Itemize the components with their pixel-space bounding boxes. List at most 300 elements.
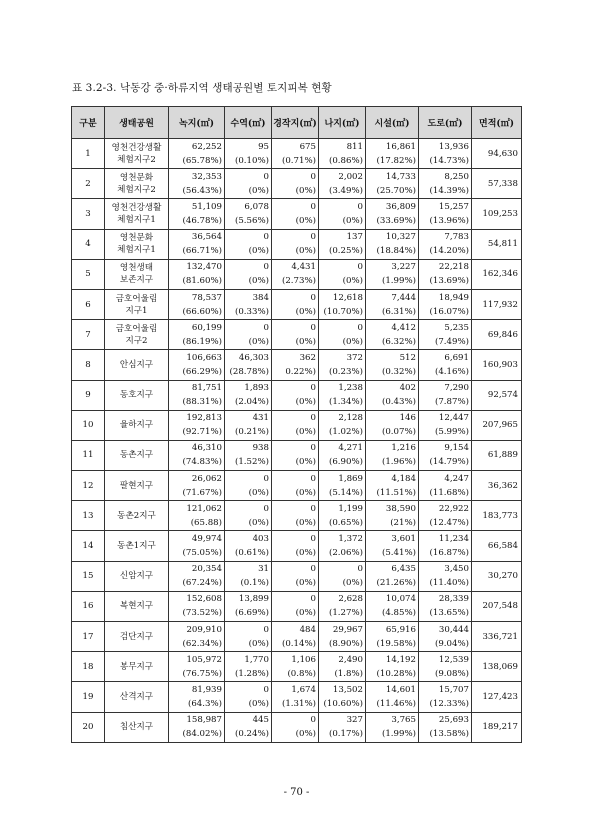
value-cell [366,289,419,319]
value-amount: 512 [399,352,416,363]
value-percent: (0%) [295,306,316,317]
value-cell [319,410,366,440]
value-percent: (6.31%) [381,306,416,317]
value-percent: (0%) [248,246,269,257]
value-amount: 384 [252,292,269,303]
park-name-cell [105,652,169,682]
park-name-line: 율하지구 [119,420,154,431]
value-percent: (66.71%) [182,246,222,257]
value-cell [272,289,319,319]
value-amount: 31 [258,564,269,575]
row-number: 3 [72,199,105,229]
row-number: 5 [72,259,105,289]
value-amount: 431 [252,413,269,424]
value-amount: 1,199 [338,503,363,514]
value-percent: (0.32%) [381,366,416,377]
value-percent: (0.65%) [328,517,363,528]
row-number: 2 [72,169,105,199]
park-name-cell [105,682,169,712]
value-percent: (66.60%) [182,306,222,317]
value-amount: 15,707 [438,684,469,695]
value-cell [169,410,225,440]
value-cell [169,139,225,169]
value-percent: (7.87%) [434,397,469,408]
value-amount: 6,691 [444,352,469,363]
value-cell [319,531,366,561]
park-name-cell [105,440,169,470]
value-percent: (13.65%) [429,608,469,619]
table-body [72,139,522,743]
table-row [72,622,522,652]
value-percent: (21%) [390,517,416,528]
park-name-cell [105,320,169,350]
park-name-cell [105,712,169,742]
land-cover-table [71,106,522,743]
value-cell [419,350,472,380]
value-amount: 675 [299,141,316,152]
value-percent: (9.08%) [434,668,469,679]
value-cell [169,501,225,531]
value-cell [272,471,319,501]
value-percent: (0.21%) [234,427,269,438]
row-number: 4 [72,229,105,259]
table-row [72,169,522,199]
value-cell [225,712,272,742]
value-amount: 0 [263,624,269,635]
value-percent: (0%) [248,638,269,649]
value-percent: (0.61%) [234,548,269,559]
park-name-line: 신암지구 [119,571,154,582]
value-percent: (9.04%) [434,638,469,649]
park-name-cell [105,531,169,561]
park-name-line: 체험지구1 [117,245,156,256]
value-amount: 1,674 [291,684,316,695]
table-header-row [72,107,522,139]
value-amount: 152,608 [186,594,222,605]
row-number: 6 [72,289,105,319]
value-percent: (0%) [342,215,363,226]
value-amount: 0 [310,715,316,726]
value-amount: 1,869 [338,473,363,484]
row-number: 9 [72,380,105,410]
value-cell [225,471,272,501]
value-cell [272,259,319,289]
value-cell [225,350,272,380]
total-area-cell: 109,253 [472,199,522,229]
value-cell [319,591,366,621]
value-cell [272,561,319,591]
park-name-cell [105,380,169,410]
value-amount: 1,770 [244,654,269,665]
park-name-line: 동촌1지구 [117,541,156,552]
park-name-line: 복현지구 [119,601,154,612]
park-name-cell [105,259,169,289]
column-header: 시설(㎡) [366,107,419,139]
value-cell [272,591,319,621]
value-amount: 18,949 [438,292,469,303]
value-percent: (13.96%) [429,215,469,226]
value-amount: 1,893 [244,383,269,394]
value-cell [319,561,366,591]
value-cell [169,380,225,410]
value-cell [319,712,366,742]
column-header: 경작지(㎡) [272,107,319,139]
park-name-line: 영천건강생활 [111,142,162,153]
value-cell [272,350,319,380]
value-percent: (71.67%) [182,487,222,498]
value-amount: 7,783 [444,232,469,243]
value-amount: 0 [310,564,316,575]
value-cell [169,289,225,319]
park-name-line: 팔현지구 [119,480,154,491]
value-amount: 0 [263,503,269,514]
row-number: 10 [72,410,105,440]
value-percent: (0%) [295,517,316,528]
value-cell [225,410,272,440]
value-percent: (1.28%) [234,668,269,679]
value-cell [272,320,319,350]
park-name-cell [105,350,169,380]
value-cell [272,169,319,199]
value-cell [225,229,272,259]
value-cell [225,652,272,682]
value-percent: (11.68%) [429,487,469,498]
value-amount: 0 [357,322,363,333]
table-row [72,229,522,259]
value-amount: 2,490 [338,654,363,665]
value-amount: 445 [252,715,269,726]
value-amount: 22,218 [438,262,469,273]
value-percent: (66.29%) [182,366,222,377]
value-cell [419,652,472,682]
value-amount: 28,339 [438,594,469,605]
value-percent: (0%) [248,487,269,498]
total-area-cell: 162,346 [472,259,522,289]
table-row [72,682,522,712]
value-percent: (0.23%) [328,366,363,377]
value-percent: (0%) [295,185,316,196]
value-cell [169,199,225,229]
value-percent: (2.73%) [281,276,316,287]
total-area-cell: 207,965 [472,410,522,440]
total-area-cell: 117,932 [472,289,522,319]
value-amount: 14,601 [385,684,416,695]
value-cell [419,501,472,531]
value-cell [366,320,419,350]
value-cell [366,652,419,682]
table-row [72,471,522,501]
value-percent: (4.85%) [381,608,416,619]
value-amount: 0 [310,443,316,454]
value-amount: 2,002 [338,171,363,182]
value-percent: (1.34%) [328,397,363,408]
value-cell [169,682,225,712]
value-percent: (75.05%) [182,548,222,559]
value-cell [272,501,319,531]
table-row [72,531,522,561]
park-name-line: 산격지구 [119,691,154,702]
park-name-line: 동촌지구 [119,450,154,461]
park-name-cell [105,139,169,169]
value-amount: 3,601 [391,534,416,545]
value-amount: 362 [299,352,316,363]
value-amount: 14,192 [385,654,416,665]
value-cell [169,229,225,259]
park-name-cell [105,199,169,229]
value-percent: (5.56%) [234,215,269,226]
value-cell [366,410,419,440]
value-amount: 8,250 [444,171,469,182]
value-percent: (0%) [295,246,316,257]
value-amount: 132,470 [186,262,222,273]
park-name-cell [105,471,169,501]
value-percent: (14.73%) [429,155,469,166]
value-amount: 0 [310,292,316,303]
value-cell [419,682,472,712]
value-amount: 4,271 [338,443,363,454]
value-amount: 1,216 [391,443,416,454]
value-cell [225,591,272,621]
value-cell [272,229,319,259]
column-header: 나지(㎡) [319,107,366,139]
total-area-cell: 30,270 [472,561,522,591]
park-name-cell [105,622,169,652]
row-number: 15 [72,561,105,591]
value-amount: 46,310 [191,443,222,454]
park-name-line: 지구2 [125,335,148,346]
value-percent: (0%) [295,336,316,347]
value-percent: (0.33%) [234,306,269,317]
park-name-cell [105,410,169,440]
value-cell [366,440,419,470]
value-percent: (10.70%) [323,306,363,317]
value-cell [366,591,419,621]
park-name-line: 체험지구2 [117,154,156,165]
value-cell [225,289,272,319]
value-cell [366,501,419,531]
value-percent: (18.84%) [376,246,416,257]
value-amount: 327 [346,715,363,726]
value-amount: 26,062 [191,473,222,484]
value-cell [366,169,419,199]
value-amount: 1,238 [338,383,363,394]
value-percent: (0%) [295,487,316,498]
column-header: 수역(㎡) [225,107,272,139]
column-header: 생태공원 [105,107,169,139]
row-number: 12 [72,471,105,501]
value-amount: 146 [399,413,416,424]
park-name-line: 안심지구 [119,359,154,370]
value-cell [225,501,272,531]
value-amount: 4,247 [444,473,469,484]
value-cell [419,561,472,591]
value-amount: 1,372 [338,534,363,545]
column-header: 구분 [72,107,105,139]
total-area-cell: 66,584 [472,531,522,561]
value-cell [272,682,319,712]
park-name-cell [105,561,169,591]
value-amount: 49,974 [191,534,222,545]
total-area-cell: 36,362 [472,471,522,501]
park-name-line: 영천건강생활 [111,202,162,213]
value-amount: 62,252 [191,141,222,152]
value-percent: (21.26%) [376,578,416,589]
value-percent: (17.82%) [376,155,416,166]
row-number: 14 [72,531,105,561]
value-percent: (65.78%) [182,155,222,166]
total-area-cell: 207,548 [472,591,522,621]
value-percent: (11.46%) [376,698,416,709]
row-number: 18 [72,652,105,682]
value-percent: (25.70%) [376,185,416,196]
value-amount: 12,447 [438,413,469,424]
value-percent: (0.8%) [287,668,316,679]
total-area-cell: 57,338 [472,169,522,199]
value-percent: (2.06%) [328,548,363,559]
value-percent: (0.24%) [234,729,269,740]
value-percent: (0%) [342,276,363,287]
value-percent: (65.88) [190,517,222,528]
value-amount: 4,431 [291,262,316,273]
table-row [72,652,522,682]
value-percent: (0.1%) [240,578,269,589]
table-row [72,139,522,169]
value-amount: 484 [299,624,316,635]
table-row [72,289,522,319]
value-cell [169,561,225,591]
total-area-cell: 189,217 [472,712,522,742]
value-amount: 106,663 [186,352,222,363]
value-amount: 36,809 [385,201,416,212]
park-name-cell [105,289,169,319]
value-cell [366,380,419,410]
value-amount: 12,539 [438,654,469,665]
value-amount: 4,184 [391,473,416,484]
value-percent: (86.19%) [182,336,222,347]
row-number: 13 [72,501,105,531]
park-name-line: 체험지구1 [117,214,156,225]
value-amount: 81,939 [191,684,222,695]
value-amount: 13,936 [438,141,469,152]
value-cell [169,712,225,742]
value-cell [419,199,472,229]
value-amount: 402 [399,383,416,394]
value-amount: 11,234 [438,534,469,545]
value-percent: (0.25%) [328,246,363,257]
value-percent: (0.71%) [281,155,316,166]
row-number: 20 [72,712,105,742]
row-number: 19 [72,682,105,712]
value-percent: (12.33%) [429,698,469,709]
park-name-line: 영천문화 [119,233,154,244]
value-amount: 6,078 [244,201,269,212]
value-percent: (28.78%) [229,366,269,377]
value-cell [419,471,472,501]
value-percent: (8.90%) [328,638,363,649]
value-percent: (11.40%) [429,578,469,589]
value-cell [319,289,366,319]
value-amount: 158,987 [186,715,222,726]
value-percent: (6.32%) [381,336,416,347]
value-cell [225,380,272,410]
value-cell [319,622,366,652]
value-percent: (10.28%) [376,668,416,679]
row-number: 8 [72,350,105,380]
table-row [72,712,522,742]
park-name-line: 검단지구 [119,631,154,642]
value-cell [319,501,366,531]
value-percent: (1.96%) [381,457,416,468]
column-header: 도로(㎡) [419,107,472,139]
value-cell [272,199,319,229]
value-percent: (62.34%) [182,638,222,649]
value-amount: 60,199 [191,322,222,333]
park-name-line: 지구1 [125,305,148,316]
value-cell [366,561,419,591]
value-percent: (16.07%) [429,306,469,317]
value-percent: (0%) [295,397,316,408]
value-cell [225,259,272,289]
value-amount: 105,972 [186,654,222,665]
value-cell [319,652,366,682]
value-cell [366,622,419,652]
value-percent: (81.60%) [182,276,222,287]
value-percent: (14.20%) [429,246,469,257]
value-cell [272,712,319,742]
value-percent: (6.69%) [234,608,269,619]
value-cell [366,712,419,742]
value-amount: 65,916 [385,624,416,635]
value-cell [319,350,366,380]
value-amount: 0 [310,473,316,484]
value-amount: 13,502 [332,684,363,695]
park-name-line: 금호어울림 [115,323,158,334]
value-cell [169,320,225,350]
row-number: 11 [72,440,105,470]
value-cell [169,622,225,652]
value-percent: (0.17%) [328,729,363,740]
value-cell [225,199,272,229]
value-percent: (0%) [295,427,316,438]
value-percent: (4.16%) [434,366,469,377]
value-percent: (0.10%) [234,155,269,166]
value-amount: 209,910 [186,624,222,635]
value-amount: 3,227 [391,262,416,273]
value-amount: 2,628 [338,594,363,605]
value-cell [366,139,419,169]
value-percent: (0%) [342,578,363,589]
value-percent: (1.52%) [234,457,269,468]
value-percent: (11.51%) [376,487,416,498]
total-area-cell: 127,423 [472,682,522,712]
value-percent: (67.24%) [182,578,222,589]
value-percent: (2.04%) [234,397,269,408]
park-name-cell [105,229,169,259]
value-cell [169,652,225,682]
value-cell [272,410,319,440]
total-area-cell: 92,574 [472,380,522,410]
total-area-cell: 61,889 [472,440,522,470]
value-cell [225,531,272,561]
park-name-cell [105,501,169,531]
value-percent: (5.99%) [434,427,469,438]
value-amount: 121,062 [186,503,222,514]
value-cell [419,622,472,652]
value-amount: 0 [357,262,363,273]
value-amount: 0 [310,594,316,605]
value-percent: (0.14%) [281,638,316,649]
value-percent: (1.8%) [334,668,363,679]
